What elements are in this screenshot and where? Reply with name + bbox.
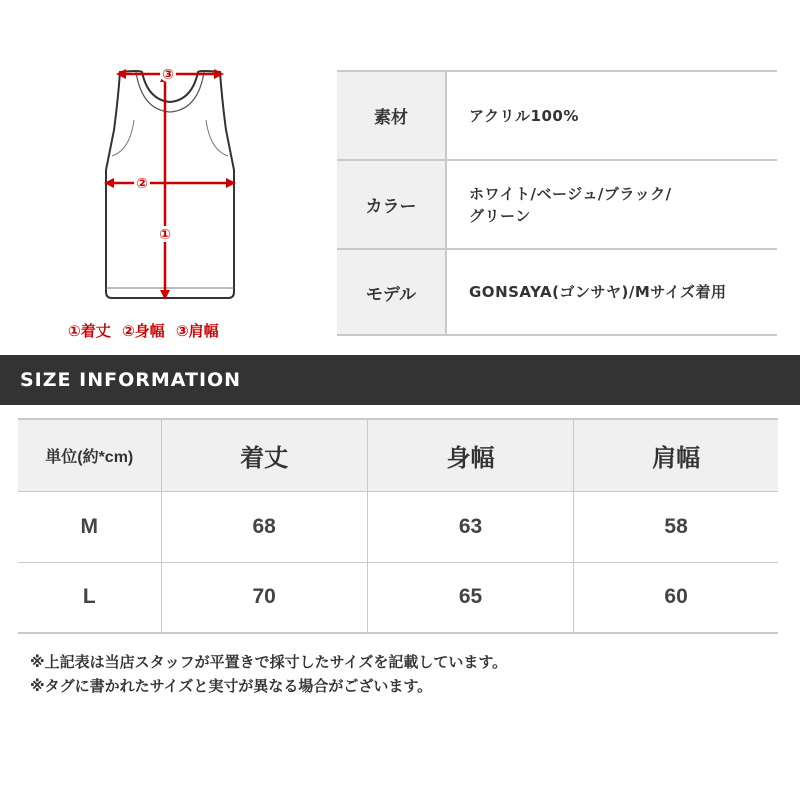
header-width: 身幅 bbox=[367, 419, 573, 491]
banner-title: SIZE INFORMATION bbox=[20, 369, 242, 391]
marker-width: ② bbox=[136, 176, 148, 192]
legend-length: ①着丈 bbox=[68, 322, 111, 340]
product-spec-table bbox=[337, 70, 777, 336]
tank-top-outline-icon bbox=[100, 60, 240, 310]
spec-row-model bbox=[337, 248, 777, 336]
garment-diagram bbox=[100, 60, 240, 310]
size-table-header-row bbox=[18, 419, 778, 491]
size-value-width: 63 bbox=[367, 491, 573, 562]
spec-value-model: GONSAYA(ゴンサヤ)/Mサイズ着用 bbox=[469, 283, 727, 301]
spec-value-material: アクリル100% bbox=[469, 106, 579, 125]
spec-value-color bbox=[447, 161, 777, 248]
size-table bbox=[18, 418, 778, 634]
spec-label-material: 素材 bbox=[337, 72, 447, 159]
size-value-length: 70 bbox=[161, 562, 367, 633]
table-row bbox=[18, 562, 778, 633]
note-tag-difference: ※タグに書かれたサイズと実寸が異なる場合がございます。 bbox=[30, 677, 433, 695]
spec-value-color-line: ホワイト/ベージュ/ブラック/ bbox=[469, 184, 672, 203]
spec-row-material bbox=[337, 70, 777, 159]
legend-shoulder: ③肩幅 bbox=[175, 322, 219, 340]
size-label: L bbox=[18, 562, 161, 633]
spec-label-color: カラー bbox=[337, 161, 447, 248]
spec-label-model: モデル bbox=[337, 250, 447, 334]
size-value-width: 65 bbox=[367, 562, 573, 633]
note-measurement: ※上記表は当店スタッフが平置きで採寸したサイズを記載しています。 bbox=[30, 653, 508, 671]
size-label: M bbox=[18, 491, 161, 562]
header-shoulder: 肩幅 bbox=[574, 419, 778, 491]
notes bbox=[30, 650, 770, 698]
spec-row-color bbox=[337, 159, 777, 248]
garment-outline bbox=[106, 71, 234, 298]
header-unit: 単位(約*cm) bbox=[18, 419, 161, 491]
size-value-shoulder: 58 bbox=[574, 491, 778, 562]
size-value-length: 68 bbox=[161, 491, 367, 562]
size-value-shoulder: 60 bbox=[574, 562, 778, 633]
size-information-banner bbox=[0, 355, 800, 405]
diagram-legend bbox=[68, 320, 268, 342]
legend-width: ②身幅 bbox=[121, 322, 165, 340]
marker-length: ① bbox=[159, 227, 171, 243]
spec-value-color-line: グリーン bbox=[469, 206, 531, 225]
header-length: 着丈 bbox=[161, 419, 367, 491]
marker-shoulder: ③ bbox=[162, 67, 174, 83]
table-row bbox=[18, 491, 778, 562]
